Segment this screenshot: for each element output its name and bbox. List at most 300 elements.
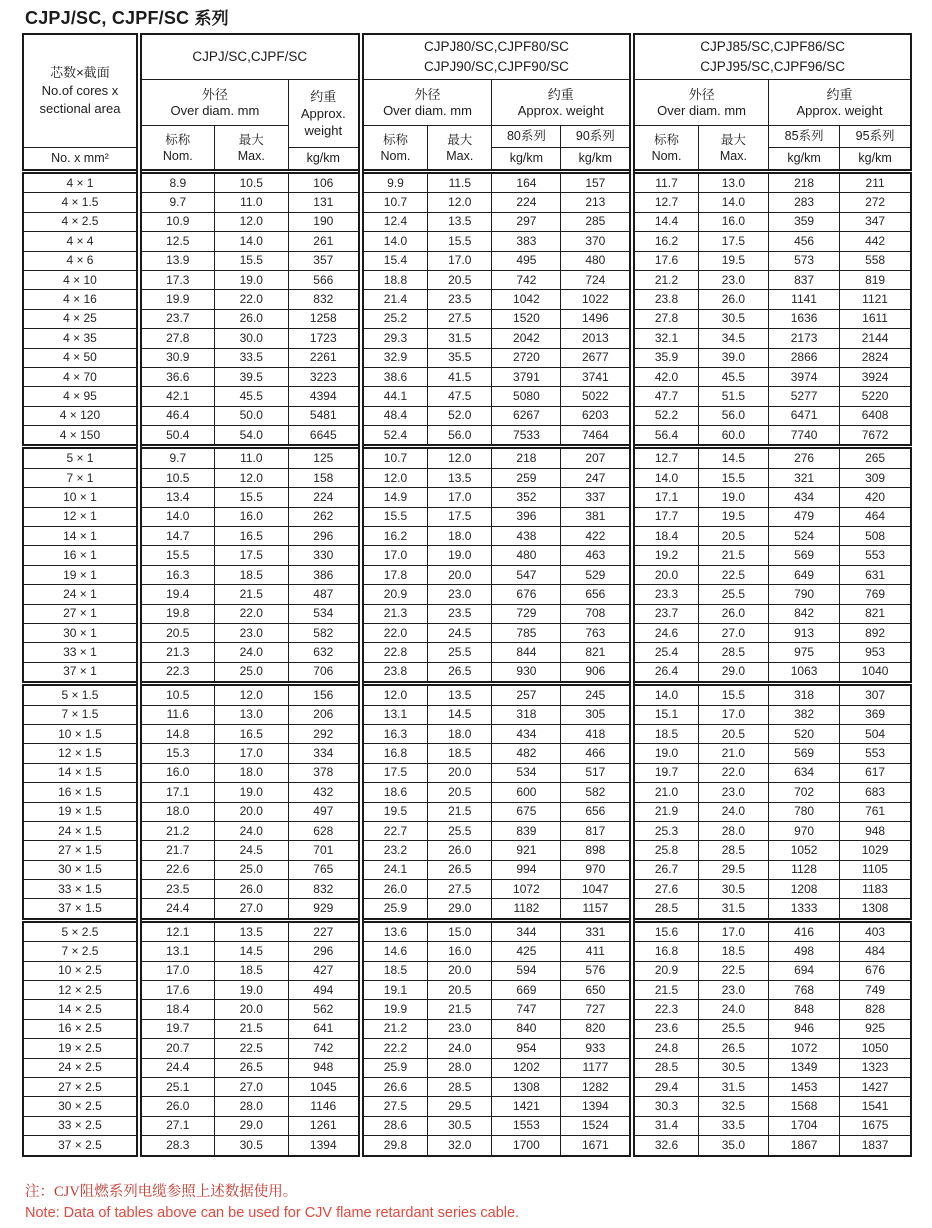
table-cell: 359 xyxy=(768,212,839,231)
table-cell: 26.0 xyxy=(428,841,492,860)
table-cell: 27.1 xyxy=(139,1116,214,1135)
table-cell: 30.5 xyxy=(698,309,768,328)
group3-max-en: Max. xyxy=(719,148,747,163)
table-cell: 23.7 xyxy=(139,309,214,328)
table-cell: 1261 xyxy=(288,1116,360,1135)
table-cell: 27.8 xyxy=(632,309,698,328)
row-label: 4 × 4 xyxy=(23,232,139,251)
table-cell: 15.0 xyxy=(428,920,492,941)
table-cell: 25.5 xyxy=(428,821,492,840)
table-cell: 676 xyxy=(840,961,911,980)
table-cell: 13.5 xyxy=(214,920,288,941)
table-cell: 1308 xyxy=(492,1077,561,1096)
table-cell: 1427 xyxy=(840,1077,911,1096)
table-cell: 1202 xyxy=(492,1058,561,1077)
table-cell: 17.5 xyxy=(361,763,428,782)
table-cell: 634 xyxy=(768,763,839,782)
table-cell: 1128 xyxy=(768,860,839,879)
table-cell: 422 xyxy=(561,527,632,546)
table-cell: 494 xyxy=(288,981,360,1000)
table-row xyxy=(23,329,911,348)
table-cell: 20.0 xyxy=(214,802,288,821)
table-cell: 15.3 xyxy=(139,744,214,763)
table-cell: 632 xyxy=(288,643,360,662)
row-label: 4 × 95 xyxy=(23,387,139,406)
table-cell: 694 xyxy=(768,961,839,980)
table-cell: 17.7 xyxy=(632,507,698,526)
table-cell: 24.4 xyxy=(139,899,214,920)
table-cell: 10.9 xyxy=(139,212,214,231)
table-cell: 331 xyxy=(561,920,632,941)
table-cell: 3974 xyxy=(768,367,839,386)
group3-diam-en: Over diam. mm xyxy=(657,102,747,118)
table-cell: 1146 xyxy=(288,1097,360,1116)
row-label: 12 × 1.5 xyxy=(23,744,139,763)
group3-weight-zh: 约重 xyxy=(826,86,853,102)
spec-table-body xyxy=(23,172,911,1156)
table-cell: 30.5 xyxy=(698,880,768,899)
row-label: 33 × 2.5 xyxy=(23,1116,139,1135)
row-label: 30 × 1 xyxy=(23,623,139,642)
row-label: 4 × 1 xyxy=(23,172,139,193)
table-cell: 18.8 xyxy=(361,270,428,289)
group3-max-zh: 最大 xyxy=(720,132,746,147)
table-cell: 1157 xyxy=(561,899,632,920)
table-row xyxy=(23,367,911,386)
table-cell: 1636 xyxy=(768,309,839,328)
table-cell: 344 xyxy=(492,920,561,941)
table-cell: 22.2 xyxy=(361,1039,428,1058)
table-cell: 724 xyxy=(561,270,632,289)
note-zh: 注：CJV阻燃系列电缆参照上述数据使用。 xyxy=(25,1184,298,1200)
table-cell: 17.0 xyxy=(698,705,768,724)
table-cell: 1520 xyxy=(492,309,561,328)
table-cell: 1421 xyxy=(492,1097,561,1116)
table-cell: 1183 xyxy=(840,880,911,899)
table-cell: 33.5 xyxy=(698,1116,768,1135)
group1-diam-zh: 外径 xyxy=(201,86,228,102)
table-cell: 844 xyxy=(492,643,561,662)
group2-max-header xyxy=(428,126,492,172)
table-cell: 5022 xyxy=(561,387,632,406)
table-cell: 6408 xyxy=(840,406,911,425)
table-cell: 292 xyxy=(288,724,360,743)
table-cell: 27.0 xyxy=(214,899,288,920)
table-cell: 727 xyxy=(561,1000,632,1019)
table-cell: 218 xyxy=(492,447,561,468)
table-cell: 13.1 xyxy=(361,705,428,724)
table-row xyxy=(23,643,911,662)
table-cell: 15.5 xyxy=(428,232,492,251)
table-cell: 20.0 xyxy=(428,565,492,584)
group3-nom-en: Nom. xyxy=(651,148,682,163)
table-cell: 15.5 xyxy=(361,507,428,526)
table-row xyxy=(23,251,911,270)
table-cell: 14.9 xyxy=(361,488,428,507)
group2-nom-header xyxy=(361,126,428,172)
table-cell: 765 xyxy=(288,860,360,879)
group3-unit1-header: kg/km xyxy=(768,148,839,172)
table-cell: 23.3 xyxy=(632,585,698,604)
table-cell: 832 xyxy=(288,290,360,309)
table-cell: 16.3 xyxy=(361,724,428,743)
table-cell: 569 xyxy=(768,546,839,565)
row-label: 30 × 1.5 xyxy=(23,860,139,879)
table-cell: 13.5 xyxy=(428,684,492,705)
table-cell: 22.5 xyxy=(698,961,768,980)
table-row xyxy=(23,684,911,705)
corner-en-2: sectional area xyxy=(39,101,121,116)
group2-max-zh: 最大 xyxy=(447,132,473,147)
table-row xyxy=(23,1058,911,1077)
page-title xyxy=(25,4,229,29)
table-cell: 24.1 xyxy=(361,860,428,879)
table-cell: 20.0 xyxy=(632,565,698,584)
table-cell: 768 xyxy=(768,981,839,1000)
table-cell: 158 xyxy=(288,468,360,487)
table-cell: 18.5 xyxy=(632,724,698,743)
table-cell: 15.4 xyxy=(361,251,428,270)
table-row xyxy=(23,406,911,425)
table-cell: 330 xyxy=(288,546,360,565)
corner-en-1: No.of cores x xyxy=(41,83,119,98)
table-cell: 42.1 xyxy=(139,387,214,406)
table-cell: 369 xyxy=(840,705,911,724)
group2-unit2-header: kg/km xyxy=(561,148,632,172)
row-label: 4 × 35 xyxy=(23,329,139,348)
table-cell: 245 xyxy=(561,684,632,705)
table-cell: 517 xyxy=(561,763,632,782)
table-cell: 15.5 xyxy=(214,488,288,507)
table-cell: 44.1 xyxy=(361,387,428,406)
table-cell: 769 xyxy=(840,585,911,604)
row-label: 24 × 1.5 xyxy=(23,821,139,840)
table-cell: 56.0 xyxy=(698,406,768,425)
table-cell: 28.5 xyxy=(698,643,768,662)
group1-max-en: Max. xyxy=(237,148,265,163)
table-cell: 207 xyxy=(561,447,632,468)
table-cell: 921 xyxy=(492,841,561,860)
table-cell: 60.0 xyxy=(698,426,768,447)
table-row xyxy=(23,1077,911,1096)
table-cell: 933 xyxy=(561,1039,632,1058)
table-cell: 12.1 xyxy=(139,920,214,941)
table-cell: 305 xyxy=(561,705,632,724)
table-cell: 28.0 xyxy=(698,821,768,840)
table-cell: 24.6 xyxy=(632,623,698,642)
row-label: 7 × 2.5 xyxy=(23,942,139,961)
table-row xyxy=(23,507,911,526)
group3-series1-header: 85系列 xyxy=(768,126,839,148)
table-cell: 20.5 xyxy=(139,623,214,642)
row-label: 33 × 1.5 xyxy=(23,880,139,899)
table-row xyxy=(23,546,911,565)
table-row xyxy=(23,860,911,879)
table-cell: 1072 xyxy=(768,1039,839,1058)
table-cell: 23.0 xyxy=(698,270,768,289)
table-cell: 29.0 xyxy=(428,899,492,920)
table-cell: 2720 xyxy=(492,348,561,367)
table-cell: 930 xyxy=(492,662,561,683)
table-cell: 259 xyxy=(492,468,561,487)
table-cell: 656 xyxy=(561,585,632,604)
row-label: 30 × 2.5 xyxy=(23,1097,139,1116)
table-cell: 45.5 xyxy=(698,367,768,386)
table-cell: 1022 xyxy=(561,290,632,309)
table-cell: 14.0 xyxy=(632,684,698,705)
row-label: 4 × 25 xyxy=(23,309,139,328)
table-cell: 227 xyxy=(288,920,360,941)
table-cell: 31.4 xyxy=(632,1116,698,1135)
table-cell: 21.5 xyxy=(214,585,288,604)
table-cell: 42.0 xyxy=(632,367,698,386)
table-cell: 466 xyxy=(561,744,632,763)
table-cell: 701 xyxy=(288,841,360,860)
table-cell: 26.5 xyxy=(428,860,492,879)
table-cell: 994 xyxy=(492,860,561,879)
table-cell: 30.5 xyxy=(698,1058,768,1077)
row-label: 24 × 2.5 xyxy=(23,1058,139,1077)
table-cell: 13.5 xyxy=(428,468,492,487)
table-cell: 14.5 xyxy=(214,942,288,961)
table-cell: 23.0 xyxy=(428,1019,492,1038)
group1-weight-en1: Approx. xyxy=(300,106,346,121)
table-cell: 21.5 xyxy=(428,802,492,821)
table-cell: 15.6 xyxy=(632,920,698,941)
table-cell: 12.0 xyxy=(361,684,428,705)
table-cell: 18.5 xyxy=(698,942,768,961)
table-cell: 19.9 xyxy=(139,290,214,309)
table-cell: 334 xyxy=(288,744,360,763)
row-label: 4 × 2.5 xyxy=(23,212,139,231)
row-label: 19 × 1 xyxy=(23,565,139,584)
table-cell: 828 xyxy=(840,1000,911,1019)
table-cell: 1453 xyxy=(768,1077,839,1096)
table-cell: 52.0 xyxy=(428,406,492,425)
row-label: 10 × 1 xyxy=(23,488,139,507)
table-cell: 12.0 xyxy=(428,447,492,468)
table-cell: 18.0 xyxy=(214,763,288,782)
table-cell: 164 xyxy=(492,172,561,193)
table-cell: 18.5 xyxy=(428,744,492,763)
table-cell: 21.2 xyxy=(361,1019,428,1038)
table-cell: 1568 xyxy=(768,1097,839,1116)
table-cell: 17.6 xyxy=(632,251,698,270)
table-cell: 32.6 xyxy=(632,1136,698,1156)
table-cell: 18.4 xyxy=(632,527,698,546)
table-cell: 821 xyxy=(561,643,632,662)
table-cell: 1282 xyxy=(561,1077,632,1096)
table-cell: 265 xyxy=(840,447,911,468)
table-cell: 24.0 xyxy=(214,821,288,840)
table-cell: 434 xyxy=(768,488,839,507)
table-cell: 434 xyxy=(492,724,561,743)
table-cell: 628 xyxy=(288,821,360,840)
table-row xyxy=(23,1116,911,1135)
table-cell: 11.0 xyxy=(214,193,288,212)
group2-nom-zh: 标称 xyxy=(382,132,408,147)
table-cell: 504 xyxy=(840,724,911,743)
table-cell: 22.8 xyxy=(361,643,428,662)
table-cell: 970 xyxy=(768,821,839,840)
table-cell: 706 xyxy=(288,662,360,683)
table-cell: 16.5 xyxy=(214,527,288,546)
group1-unit-header: kg/km xyxy=(288,148,360,172)
table-cell: 357 xyxy=(288,251,360,270)
page-title-suffix: 系列 xyxy=(194,9,229,28)
table-cell: 1394 xyxy=(561,1097,632,1116)
table-cell: 21.5 xyxy=(428,1000,492,1019)
table-cell: 23.0 xyxy=(698,981,768,1000)
group3-title xyxy=(632,34,911,80)
table-cell: 821 xyxy=(840,604,911,623)
table-cell: 22.0 xyxy=(214,604,288,623)
table-cell: 840 xyxy=(492,1019,561,1038)
table-cell: 28.5 xyxy=(632,899,698,920)
table-row xyxy=(23,290,911,309)
table-cell: 27.5 xyxy=(428,880,492,899)
table-cell: 15.5 xyxy=(139,546,214,565)
table-cell: 17.3 xyxy=(139,270,214,289)
table-cell: 17.6 xyxy=(139,981,214,1000)
table-cell: 3223 xyxy=(288,367,360,386)
table-cell: 2013 xyxy=(561,329,632,348)
table-cell: 26.0 xyxy=(214,309,288,328)
table-cell: 14.0 xyxy=(214,232,288,251)
table-row xyxy=(23,1097,911,1116)
table-cell: 953 xyxy=(840,643,911,662)
table-cell: 18.4 xyxy=(139,1000,214,1019)
table-cell: 6645 xyxy=(288,426,360,447)
table-cell: 892 xyxy=(840,623,911,642)
row-label: 4 × 10 xyxy=(23,270,139,289)
table-cell: 498 xyxy=(768,942,839,961)
table-cell: 1052 xyxy=(768,841,839,860)
row-label: 4 × 1.5 xyxy=(23,193,139,212)
row-label: 19 × 1.5 xyxy=(23,802,139,821)
table-cell: 10.5 xyxy=(139,468,214,487)
table-cell: 27.0 xyxy=(214,1077,288,1096)
corner-header-cell xyxy=(23,34,139,148)
table-cell: 11.0 xyxy=(214,447,288,468)
table-row xyxy=(23,348,911,367)
table-cell: 16.5 xyxy=(214,724,288,743)
table-cell: 832 xyxy=(288,880,360,899)
table-cell: 17.8 xyxy=(361,565,428,584)
table-cell: 418 xyxy=(561,724,632,743)
table-cell: 411 xyxy=(561,942,632,961)
group2-title-line2: CJPJ90/SC,CJPF90/SC xyxy=(424,59,569,74)
group2-nom-en: Nom. xyxy=(380,148,411,163)
table-row xyxy=(23,783,911,802)
table-cell: 1042 xyxy=(492,290,561,309)
table-cell: 1121 xyxy=(840,290,911,309)
table-cell: 19.0 xyxy=(632,744,698,763)
table-cell: 262 xyxy=(288,507,360,526)
group2-weight-zh: 约重 xyxy=(547,86,574,102)
table-cell: 12.0 xyxy=(214,212,288,231)
table-cell: 5277 xyxy=(768,387,839,406)
table-cell: 558 xyxy=(840,251,911,270)
table-cell: 1524 xyxy=(561,1116,632,1135)
table-cell: 27.5 xyxy=(428,309,492,328)
table-cell: 9.7 xyxy=(139,193,214,212)
table-cell: 600 xyxy=(492,783,561,802)
table-cell: 763 xyxy=(561,623,632,642)
table-cell: 52.2 xyxy=(632,406,698,425)
table-cell: 16.8 xyxy=(632,942,698,961)
row-label: 37 × 1 xyxy=(23,662,139,683)
table-cell: 487 xyxy=(288,585,360,604)
table-cell: 23.6 xyxy=(632,1019,698,1038)
group2-diam-zh: 外径 xyxy=(414,86,441,102)
table-cell: 23.8 xyxy=(632,290,698,309)
table-cell: 14.0 xyxy=(698,193,768,212)
table-cell: 2866 xyxy=(768,348,839,367)
row-label: 37 × 1.5 xyxy=(23,899,139,920)
table-cell: 18.0 xyxy=(139,802,214,821)
table-cell: 2173 xyxy=(768,329,839,348)
table-cell: 30.5 xyxy=(214,1136,288,1156)
table-cell: 1045 xyxy=(288,1077,360,1096)
table-cell: 26.7 xyxy=(632,860,698,879)
group1-diam-header xyxy=(139,80,288,126)
table-cell: 35.0 xyxy=(698,1136,768,1156)
group2-series2-header: 90系列 xyxy=(561,126,632,148)
table-cell: 19.7 xyxy=(632,763,698,782)
table-cell: 17.0 xyxy=(139,961,214,980)
table-cell: 5080 xyxy=(492,387,561,406)
table-cell: 683 xyxy=(840,783,911,802)
table-cell: 26.0 xyxy=(361,880,428,899)
row-label: 16 × 1 xyxy=(23,546,139,565)
row-label: 4 × 6 xyxy=(23,251,139,270)
table-cell: 28.3 xyxy=(139,1136,214,1156)
table-cell: 12.0 xyxy=(214,684,288,705)
table-cell: 20.5 xyxy=(698,724,768,743)
table-cell: 582 xyxy=(288,623,360,642)
table-cell: 15.5 xyxy=(214,251,288,270)
table-cell: 848 xyxy=(768,1000,839,1019)
table-cell: 378 xyxy=(288,763,360,782)
table-row xyxy=(23,172,911,193)
table-cell: 1837 xyxy=(840,1136,911,1156)
table-cell: 20.7 xyxy=(139,1039,214,1058)
group3-diam-zh: 外径 xyxy=(688,86,715,102)
table-cell: 16.0 xyxy=(698,212,768,231)
table-cell: 1394 xyxy=(288,1136,360,1156)
table-cell: 45.5 xyxy=(214,387,288,406)
row-label: 4 × 16 xyxy=(23,290,139,309)
table-cell: 21.5 xyxy=(632,981,698,1000)
table-cell: 19.5 xyxy=(698,251,768,270)
group1-weight-zh: 约重 xyxy=(310,89,337,104)
table-cell: 20.5 xyxy=(428,981,492,1000)
table-cell: 837 xyxy=(768,270,839,289)
table-cell: 484 xyxy=(840,942,911,961)
group3-nom-zh: 标称 xyxy=(654,132,680,147)
row-label: 4 × 150 xyxy=(23,426,139,447)
table-cell: 272 xyxy=(840,193,911,212)
table-cell: 25.9 xyxy=(361,899,428,920)
table-cell: 553 xyxy=(840,546,911,565)
row-label: 7 × 1 xyxy=(23,468,139,487)
table-cell: 482 xyxy=(492,744,561,763)
table-cell: 12.7 xyxy=(632,193,698,212)
table-cell: 463 xyxy=(561,546,632,565)
table-cell: 1541 xyxy=(840,1097,911,1116)
table-row xyxy=(23,744,911,763)
